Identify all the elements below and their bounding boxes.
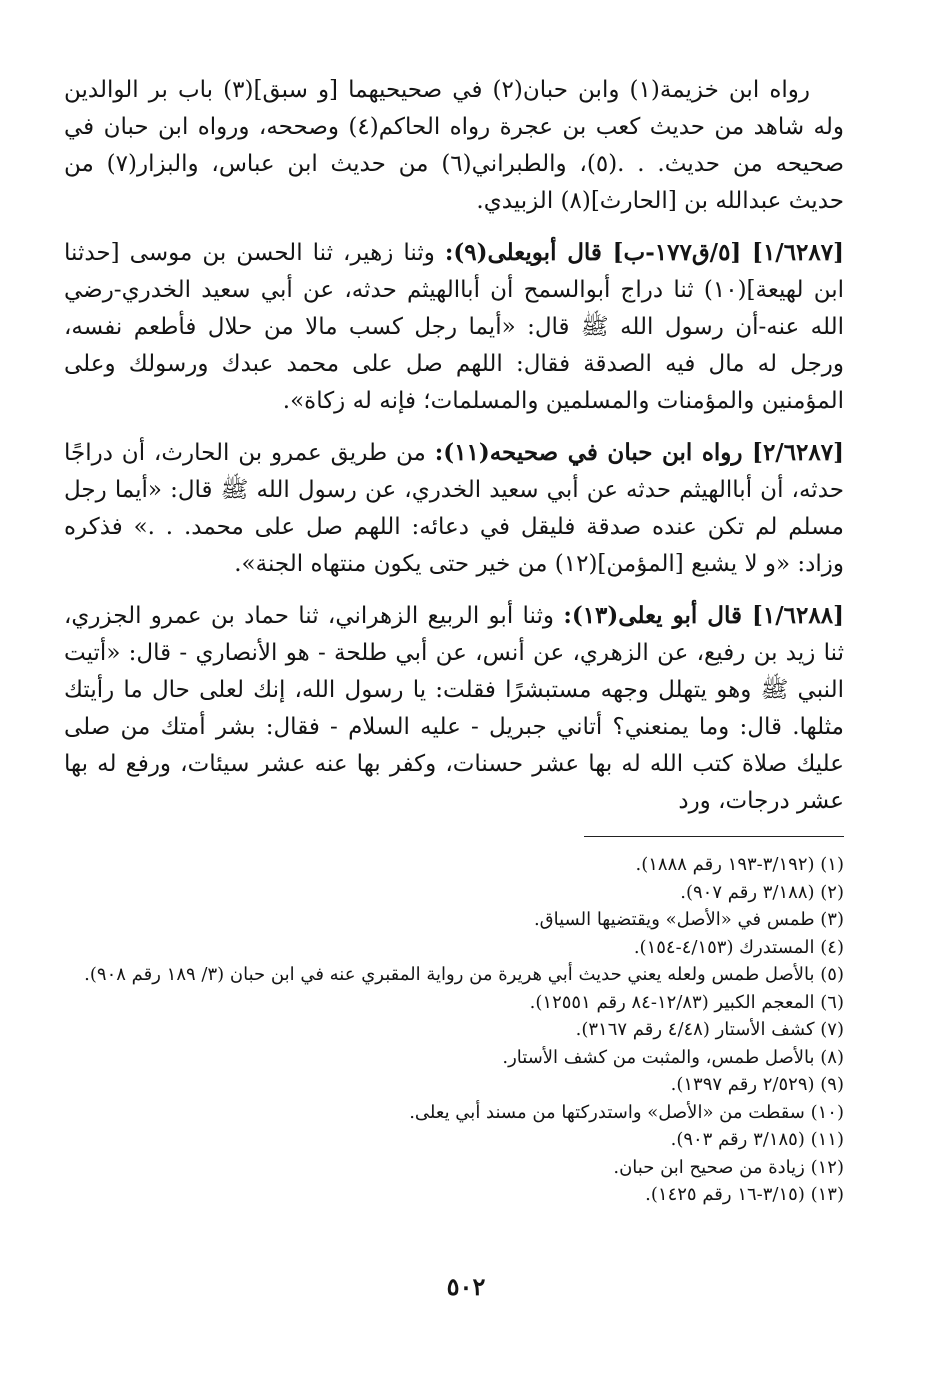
footnote: (١٢) زيادة من صحيح ابن حبان.: [613, 1156, 844, 1178]
footnote: (٤) المستدرك (٤/١٥٣-١٥٤).: [633, 936, 844, 958]
entry-body: وثنا زهير، ثنا الحسن بن موسى [حدثنا ابن لهيعة](١٠) ثنا دراج أبوالسمح أن أباالهيثم حدثه، عن أبي سعيد الخدري-رضي الله عنه-أن رسول الله ﷺ قال: «أيما رجل كسب مالا من حلال فأطعم نفسه، ورجل له مال فيه الصدقة فقال: اللهم صل على محمد عبدك ورسولك وعلى المؤمنين والمؤمنات والمسلمين والمسلمات؛ فإنه له زكاة».: [64, 240, 844, 414]
hadith-entry: [64, 597, 844, 820]
entry-heading: [١/٦٢٨٧] [٥/ق١٧٧-ب] قال أبويعلى(٩):: [444, 239, 844, 266]
footnote: (١٣) (٣/١٥-١٦ رقم ١٤٢٥).: [645, 1184, 844, 1205]
page-number: ٥٠٢: [446, 1272, 486, 1301]
footnote: (٨) بالأصل طمس، والمثبت من كشف الأستار.: [502, 1046, 844, 1068]
entry-body: وثنا أبو الربيع الزهراني، ثنا حماد بن عمرو الجزري، ثنا زيد بن رفيع، عن الزهري، عن أنس، عن أبي طلحة - هو الأنصاري - قال: «أتيت النبي ﷺ وهو يتهلل وجهه مستبشرًا فقلت: يا رسول الله، إنك لعلى حال ما رأيتك مثلها. قال: وما يمنعني؟ أتاني جبريل - عليه السلام - فقال: بشر أمتك من صلى عليك صلاة كتب الله له بها عشر حسنات، وكفر بها عنه عشر سيئات، ورفع له بها عشر درجات، ورد: [64, 603, 844, 814]
hadith-entry: [64, 234, 844, 420]
footnote: (٧) كشف الأستار (٤/٤٨ رقم ٣١٦٧).: [575, 1019, 844, 1040]
footnotes: [64, 851, 844, 1209]
footnote: (١) (٣/١٩٢-١٩٣ رقم ١٨٨٨).: [635, 854, 844, 875]
main-text: [64, 72, 844, 820]
footnote: (٣) طمس في «الأصل» ويقتضيها السياق.: [533, 909, 844, 930]
footnote: (١٠) سقطت من «الأصل» واستدركتها من مسند أبي يعلى.: [409, 1101, 844, 1123]
footnote: (٩) (٢/٥٢٩ رقم ١٣٩٧).: [670, 1074, 844, 1095]
intro-text: رواه ابن خزيمة(١) وابن حبان(٢) في صحيحيهما [و سبق](٣) باب بر الوالدين وله شاهد من حديث كعب بن عجرة رواه الحاكم(٤) وصححه، ورواه ابن حبان في صحيحه من حديث. . .(٥)، والطبراني(٦) من حديث ابن عباس، والبزار(٧) من حديث عبدالله بن [الحارث](٨) الزبيدي.: [64, 77, 844, 214]
footnote: (٢) (٣/١٨٨ رقم ٩٠٧).: [680, 881, 844, 903]
entry-heading: [٢/٦٢٨٧] رواه ابن حبان في صحيحه(١١):: [434, 439, 844, 466]
entry-heading: [١/٦٢٨٨] قال أبو يعلى(١٣):: [563, 602, 844, 629]
footnote-separator: [584, 836, 844, 837]
intro-paragraph: [64, 72, 844, 220]
footnote: (٦) المعجم الكبير (١٢/٨٣-٨٤ رقم ١٢٥٥١).: [529, 991, 844, 1013]
hadith-entry: [64, 434, 844, 583]
footnote: (١١) (٣/١٨٥ رقم ٩٠٣).: [670, 1129, 844, 1150]
footnote: (٥) بالأصل طمس ولعله يعني حديث أبي هريرة من رواية المقبري عنه في ابن حبان (٣/ ١٨٩ رقم ٩٠٨).: [84, 964, 844, 985]
entry-body: من طريق عمرو بن الحارث، أن دراجًا حدثه، أن أباالهيثم حدثه عن أبي سعيد الخدري، عن رسول الله ﷺ قال: «أيما رجل مسلم لم تكن عنده صدقة فليقل في دعائه: اللهم صل على محمد. . .» فذكره وزاد: «و لا يشبع [المؤمن](١٢) من خير حتى يكون منتهاه الجنة».: [64, 440, 844, 577]
